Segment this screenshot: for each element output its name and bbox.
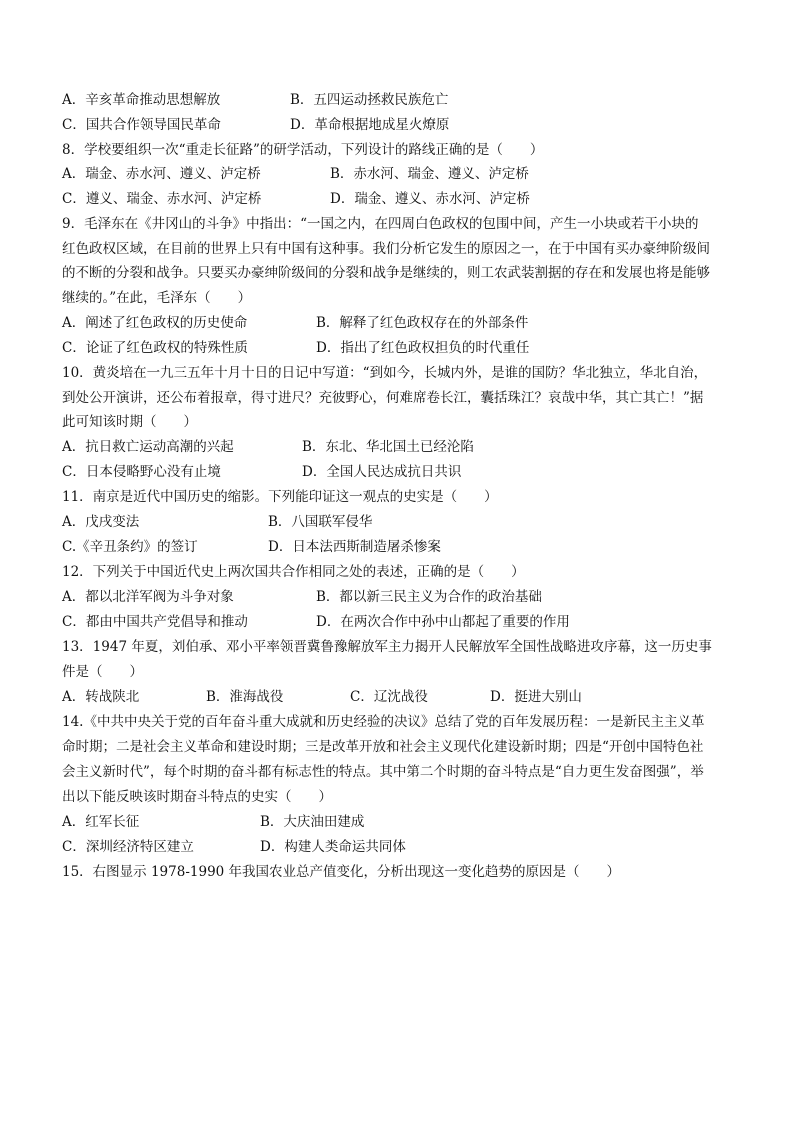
- q7-option-b: B．五四运动拯救民族危亡: [290, 92, 449, 108]
- q10-stem-line-3: 此可知该时期（ ）: [62, 414, 197, 430]
- q11-option-a: A．戊戌变法: [62, 514, 140, 530]
- q14-option-b: B．大庆油田建成: [260, 814, 365, 830]
- q12-stem: 12．下列关于中国近代史上两次国共合作相同之处的表述，正确的是（ ）: [62, 564, 525, 580]
- q12-option-d: D．在两次合作中孙中山都起了重要的作用: [316, 614, 570, 630]
- q9-stem-line-1: 9．毛泽东在《井冈山的斗争》中指出：“一国之内，在四周白色政权的包围中间，产生一小块或若干小块的: [62, 216, 699, 232]
- q14-stem-line-3: 会主义新时代”，每个时期的奋斗都有标志性的特点。其中第二个时期的奋斗特点是“自力更生发奋图强”，举: [62, 764, 704, 780]
- q15-stem: 15．右图显示 1978-1990 年我国农业总产值变化，分析出现这一变化趋势的原因是（ ）: [62, 864, 621, 880]
- q13-option-a: A．转战陕北: [62, 689, 140, 705]
- q8-option-a: A．瑞金、赤水河、遵义、泸定桥: [62, 166, 261, 182]
- q14-option-c: C．深圳经济特区建立: [62, 839, 194, 855]
- q13-option-b: B．淮海战役: [206, 689, 284, 705]
- q13-stem-line-2: 件是（ ）: [62, 664, 143, 680]
- q7-option-c: C．国共合作领导国民革命: [62, 117, 221, 133]
- q7-option-d: D．革命根据地成星火燎原: [290, 117, 450, 133]
- q10-stem-line-2: 到处公开演讲，还公布着报章，得寸进尺？充彼野心，何难席卷长江，囊括珠江？哀哉中华，其亡其亡！”据: [62, 390, 704, 406]
- q10-option-d: D．全国人民达成抗日共识: [302, 464, 462, 480]
- q13-stem-line-1: 13．1947 年夏，刘伯承、邓小平率领晋冀鲁豫解放军主力揭开人民解放军全国性战略进攻序幕，这一历史事: [62, 639, 712, 655]
- q8-stem: 8．学校要组织一次“重走长征路”的研学活动，下列设计的路线正确的是（ ）: [62, 142, 544, 158]
- q8-option-c: C．遵义、瑞金、赤水河、泸定桥: [62, 191, 262, 207]
- q9-option-a: A．阐述了红色政权的历史使命: [62, 315, 248, 331]
- q12-option-b: B．都以新三民主义为合作的政治基础: [316, 589, 542, 605]
- q14-stem-line-4: 出以下能反映该时期奋斗特点的史实（ ）: [62, 789, 332, 805]
- q12-option-c: C．都由中国共产党倡导和推动: [62, 614, 248, 630]
- q8-option-d: D．瑞金、遵义、赤水河、泸定桥: [330, 191, 530, 207]
- q13-option-c: C．辽沈战役: [350, 689, 428, 705]
- q14-stem-line-2: 命时期；二是社会主义革命和建设时期；三是改革开放和社会主义现代化建设新时期；四是“开创中国特色社: [62, 739, 704, 755]
- q12-option-a: A．都以北洋军阀为斗争对象: [62, 589, 234, 605]
- q8-option-b: B．赤水河、瑞金、遵义、泸定桥: [330, 166, 529, 182]
- q7-option-a: A．辛亥革命推动思想解放: [62, 92, 221, 108]
- q9-stem-line-3: 的不断的分裂和战争。只要买办豪绅阶级间的分裂和战争是继续的，则工农武装割据的存在和发展也将是能够: [62, 265, 710, 281]
- q10-option-a: A．抗日救亡运动高潮的兴起: [62, 439, 234, 455]
- q13-option-d: D．挺进大别山: [490, 689, 582, 705]
- q11-option-d: D．日本法西斯制造屠杀惨案: [268, 539, 441, 555]
- q11-option-c: C.《辛丑条约》的签订: [62, 539, 198, 555]
- q9-option-c: C．论证了红色政权的特殊性质: [62, 340, 248, 356]
- q9-stem-line-4: 继续的。”在此，毛泽东（ ）: [62, 290, 252, 306]
- q10-stem-line-1: 10．黄炎培在一九三五年十月十日的日记中写道：“到如今，长城内外，是谁的国防？华北独立，华北自治，: [62, 365, 708, 381]
- q11-stem: 11．南京是近代中国历史的缩影。下列能印证这一观点的史实是（ ）: [62, 489, 498, 505]
- q14-option-a: A．红军长征: [62, 814, 140, 830]
- q14-stem-line-1: 14.《中共中央关于党的百年奋斗重大成就和历史经验的决议》总结了党的百年发展历程：一是新民主主义革: [62, 714, 705, 730]
- q11-option-b: B．八国联军侵华: [268, 514, 373, 530]
- q9-stem-line-2: 红色政权区域，在目前的世界上只有中国有这种事。我们分析它发生的原因之一，在于中国有买办豪绅阶级间: [62, 241, 710, 257]
- q9-option-d: D．指出了红色政权担负的时代重任: [316, 340, 530, 356]
- q14-option-d: D．构建人类命运共同体: [260, 839, 406, 855]
- q9-option-b: B．解释了红色政权存在的外部条件: [316, 315, 529, 331]
- q10-option-b: B．东北、华北国土已经沦陷: [302, 439, 474, 455]
- q10-option-c: C．日本侵略野心没有止境: [62, 464, 221, 480]
